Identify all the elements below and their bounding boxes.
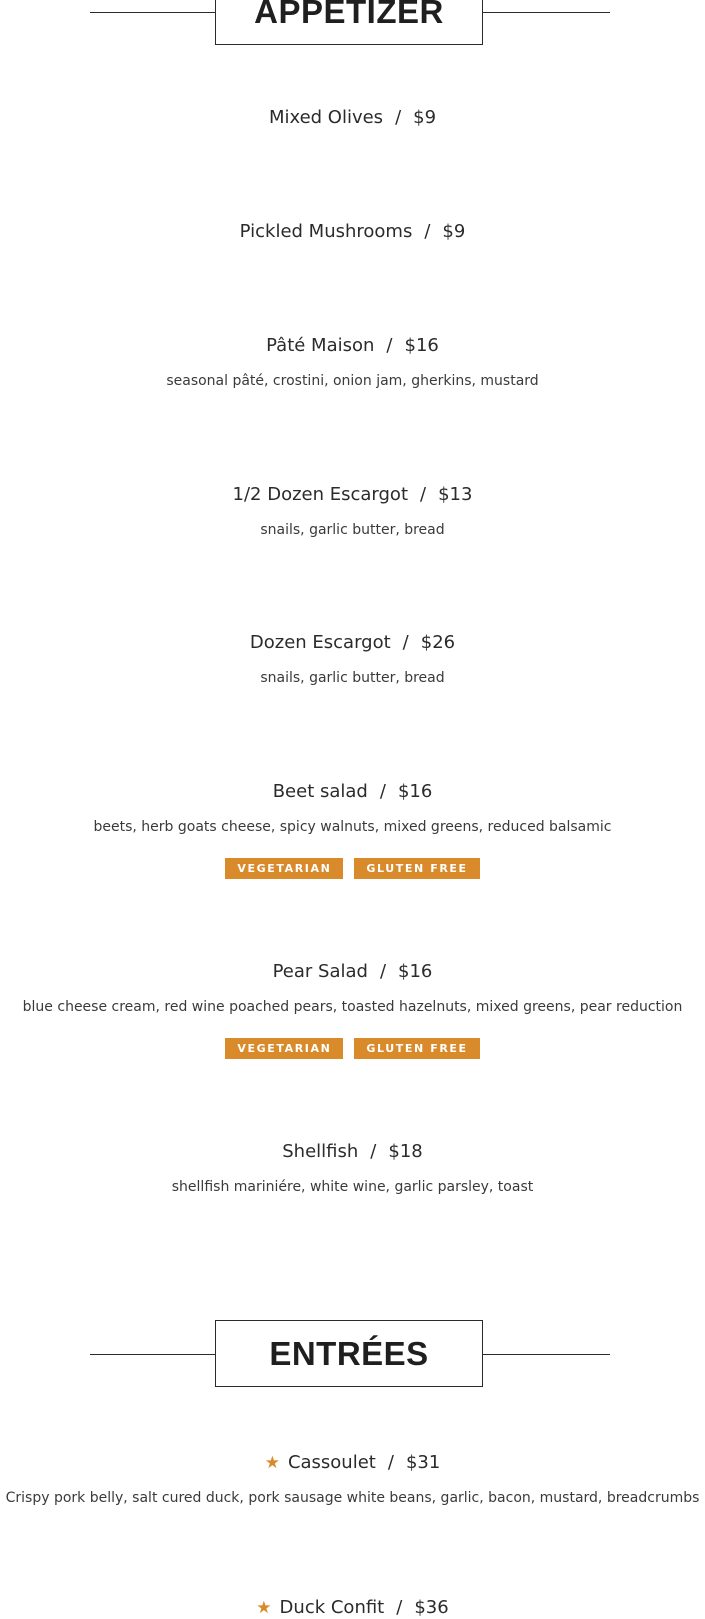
price-separator: / bbox=[396, 1597, 403, 1618]
menu-item-title bbox=[0, 632, 705, 654]
menu-item bbox=[0, 221, 705, 243]
header-rule-left bbox=[90, 1354, 216, 1355]
menu-item-title bbox=[0, 781, 705, 803]
menu-item-title bbox=[0, 484, 705, 506]
price-separator: / bbox=[387, 1452, 394, 1473]
dietary-tags bbox=[0, 1038, 705, 1059]
menu-item-price: $16 bbox=[398, 961, 433, 982]
price-separator: / bbox=[379, 781, 386, 802]
appetizer-section-header bbox=[0, 0, 705, 48]
menu-item-price: $36 bbox=[414, 1597, 449, 1618]
menu-item-name: Duck Confit bbox=[279, 1597, 385, 1618]
menu-item-title bbox=[0, 221, 705, 243]
star-icon: ★ bbox=[256, 1598, 272, 1618]
header-rule-right bbox=[483, 1354, 610, 1355]
section-title-box bbox=[215, 0, 483, 45]
vegetarian-badge: VEGETARIAN bbox=[225, 858, 343, 879]
price-separator: / bbox=[420, 484, 427, 505]
menu-item-name: Mixed Olives bbox=[268, 107, 384, 128]
header-rule-left bbox=[90, 12, 216, 13]
price-separator: / bbox=[370, 1141, 377, 1162]
price-separator: / bbox=[424, 221, 431, 242]
menu-item-title bbox=[0, 1452, 705, 1474]
menu-item bbox=[0, 1141, 705, 1196]
menu-item-description: blue cheese cream, red wine poached pears, toasted hazelnuts, mixed greens, pear reduction bbox=[22, 999, 683, 1015]
menu-item bbox=[0, 1452, 705, 1507]
menu-item-description: snails, garlic butter, bread bbox=[260, 522, 445, 538]
gluten-free-badge: GLUTEN FREE bbox=[354, 858, 479, 879]
menu-item-name: Shellfish bbox=[282, 1141, 359, 1162]
menu-item bbox=[0, 107, 705, 129]
menu-item-price: $9 bbox=[442, 221, 466, 242]
menu-item-title bbox=[0, 961, 705, 983]
price-separator: / bbox=[386, 335, 393, 356]
menu-item-description: snails, garlic butter, bread bbox=[260, 670, 445, 686]
menu-item-name: Cassoulet bbox=[287, 1452, 376, 1473]
menu-item bbox=[0, 781, 705, 879]
menu-item bbox=[0, 632, 705, 687]
menu-item-title bbox=[0, 1141, 705, 1163]
menu-item-description: Crispy pork belly, salt cured duck, pork sausage white beans, garlic, bacon, mustard, breadcrumbs bbox=[5, 1490, 700, 1506]
menu-item-name: Pear Salad bbox=[272, 961, 368, 982]
header-rule-right bbox=[483, 12, 610, 13]
menu-item-name: Pickled Mushrooms bbox=[239, 221, 413, 242]
menu-item-title bbox=[0, 107, 705, 129]
vegetarian-badge: VEGETARIAN bbox=[225, 1038, 343, 1059]
menu-item bbox=[0, 335, 705, 390]
menu-item-price: $9 bbox=[413, 107, 437, 128]
menu-item-title bbox=[0, 1597, 705, 1619]
menu-item-price: $26 bbox=[420, 632, 456, 653]
price-separator: / bbox=[402, 632, 409, 653]
star-icon: ★ bbox=[264, 1453, 280, 1473]
menu-item-name: Pâté Maison bbox=[266, 335, 375, 356]
section-title-box bbox=[215, 1320, 483, 1387]
menu-item-price: $16 bbox=[404, 335, 439, 356]
menu-item bbox=[0, 961, 705, 1059]
menu-item bbox=[0, 1597, 705, 1619]
menu-item-price: $18 bbox=[388, 1141, 423, 1162]
price-separator: / bbox=[379, 961, 387, 982]
gluten-free-badge: GLUTEN FREE bbox=[354, 1038, 479, 1059]
menu-item-title bbox=[0, 335, 705, 357]
menu-item-description: seasonal pâté, crostini, onion jam, gherkins, mustard bbox=[166, 373, 539, 389]
menu-item-name: Beet salad bbox=[272, 781, 368, 802]
section-title: APPETIZER bbox=[254, 0, 444, 30]
menu-item-price: $16 bbox=[397, 781, 433, 802]
menu-item-description: beets, herb goats cheese, spicy walnuts, mixed greens, reduced balsamic bbox=[93, 819, 612, 835]
section-title: ENTRÉES bbox=[269, 1335, 429, 1372]
price-separator: / bbox=[395, 107, 402, 128]
menu-item-price: $31 bbox=[405, 1452, 441, 1473]
menu-item-price: $13 bbox=[438, 484, 473, 505]
menu-item-name: Dozen Escargot bbox=[249, 632, 391, 653]
menu-item-description: shellfish mariniére, white wine, garlic parsley, toast bbox=[171, 1179, 534, 1195]
entrees-section-header bbox=[0, 1320, 705, 1390]
dietary-tags bbox=[0, 858, 705, 879]
menu-item-name: 1/2 Dozen Escargot bbox=[232, 484, 409, 505]
menu-item bbox=[0, 484, 705, 539]
